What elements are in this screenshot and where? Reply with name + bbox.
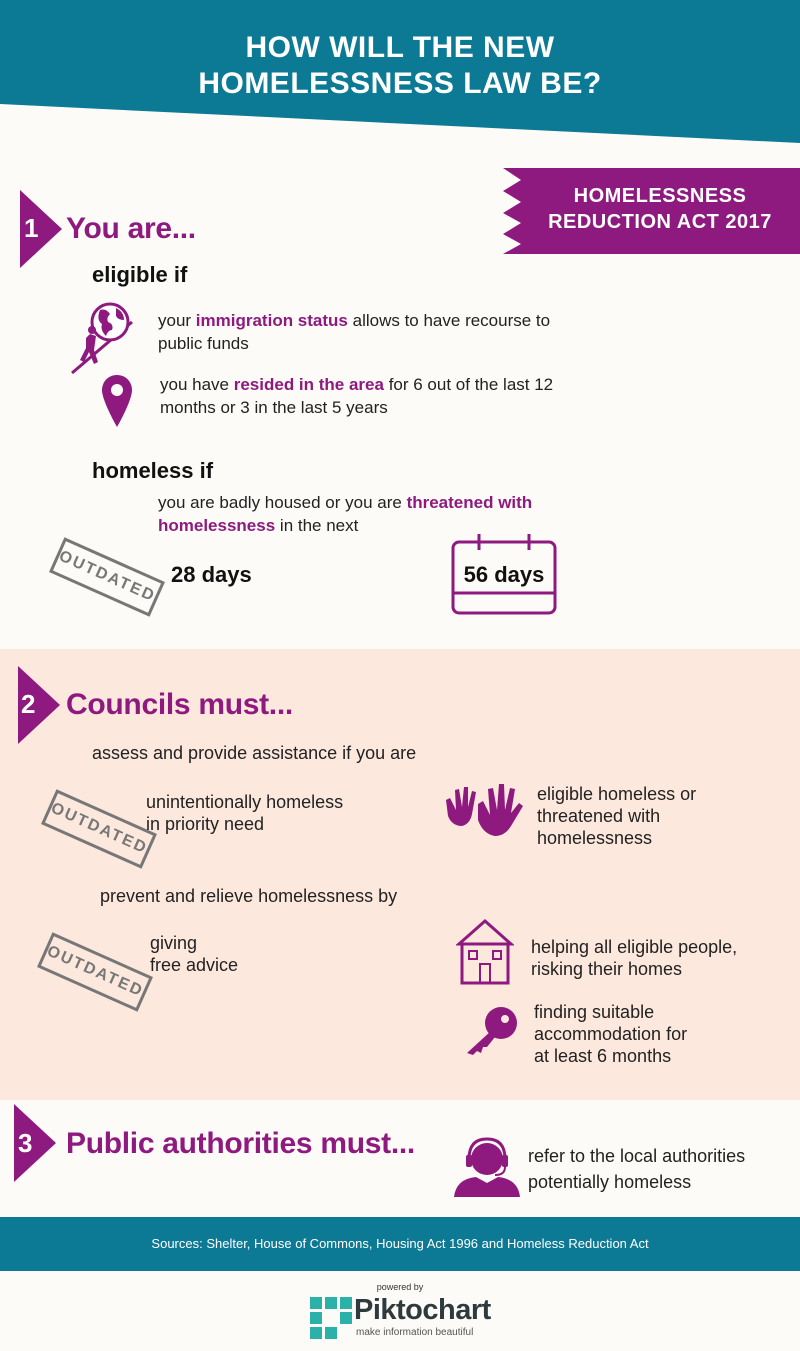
page-title xyxy=(0,30,800,102)
prevent-heading: prevent and relieve homelessness by xyxy=(100,886,398,906)
outdated-stamp-1: OUTDATED xyxy=(49,537,165,616)
section1-number: 1 xyxy=(24,213,39,243)
eligible-heading: eligible if xyxy=(92,262,188,287)
piktochart-wordmark[interactable]: Piktochart xyxy=(354,1294,491,1326)
hands-icon xyxy=(442,782,530,840)
homeless-heading: homeless if xyxy=(92,458,214,483)
section3-text: refer to the local authorities potentially homeless xyxy=(528,1146,746,1192)
outdated-stamp-3: OUTDATED xyxy=(37,932,153,1011)
section2-number: 2 xyxy=(21,689,36,719)
outdated-stamp-2: OUTDATED xyxy=(41,789,157,868)
section3-title: Public authorities must... xyxy=(66,1127,415,1160)
section1-title: You are... xyxy=(66,212,196,245)
assess-heading: assess and provide assistance if you are xyxy=(92,743,417,763)
page-title-line2: HOMELESSNESS LAW BE? xyxy=(198,67,602,100)
act-ribbon-text xyxy=(520,183,800,235)
old-days-value: 28 days xyxy=(171,562,252,587)
eligible-item2-text: you have resided in the area for 6 out of the last 12 months or 3 in the last 5 years xyxy=(160,375,554,417)
highlight-resided-area: resided in the area xyxy=(233,375,384,394)
headset-person-icon xyxy=(452,1137,522,1197)
page-title-line1: HOW WILL THE NEW xyxy=(245,31,555,64)
homeless-text: you are badly housed or you are threatened with homelessness in the next xyxy=(158,493,533,535)
piktochart-tagline: make information beautiful xyxy=(356,1327,474,1338)
globe-climber-icon xyxy=(70,300,134,376)
house-icon xyxy=(456,918,514,986)
highlight-immigration-status: immigration status xyxy=(195,311,348,330)
prevent-new1-text: helping all eligible people, risking their homes xyxy=(531,937,738,979)
powered-by-text: powered by xyxy=(376,1282,424,1292)
act-ribbon-line2: REDUCTION ACT 2017 xyxy=(548,211,772,233)
prevent-old-text: giving free advice xyxy=(150,933,239,975)
prevent-new2-text: finding suitable accommodation for at least 6 months xyxy=(534,1002,688,1066)
assess-new-text: eligible homeless or threatened with homelessness xyxy=(537,784,697,848)
assess-old-text: unintentionally homeless in priority need xyxy=(146,792,344,834)
piktochart-logo-icon[interactable] xyxy=(310,1297,352,1339)
eligible-item1-text: your immigration status allows to have recourse to public funds xyxy=(158,311,551,353)
sources-text: Sources: Shelter, House of Commons, Housing Act 1996 and Homeless Reduction Act xyxy=(151,1236,649,1251)
section2-title: Councils must... xyxy=(66,688,293,721)
section3-number: 3 xyxy=(18,1128,33,1158)
key-icon xyxy=(463,1005,519,1057)
new-days-value: 56 days xyxy=(463,562,545,587)
act-ribbon-line1: HOMELESSNESS xyxy=(573,185,747,207)
map-pin-icon xyxy=(100,373,134,429)
